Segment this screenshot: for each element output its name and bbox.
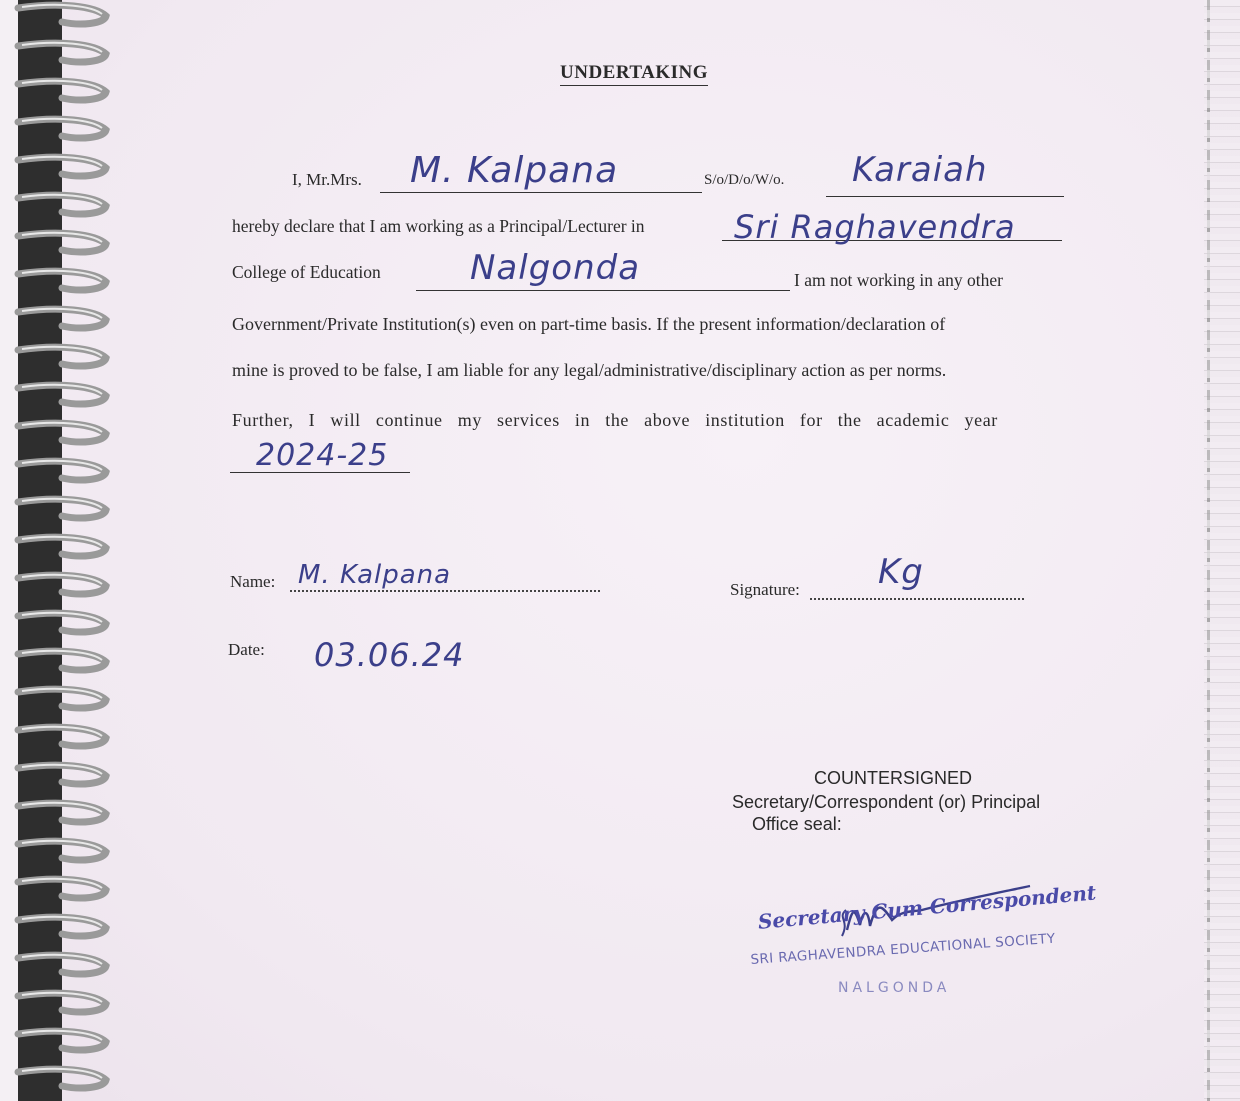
stamp-city: NALGONDA — [838, 980, 951, 996]
declaration-line-5 — [232, 360, 1066, 381]
handwritten-institution: Sri Raghavendra — [734, 208, 1016, 246]
line-4-text-wrap — [232, 314, 1066, 335]
page-edge-shadow — [1207, 0, 1210, 1101]
declaration-line-4 — [232, 314, 1066, 335]
line-5-text-wrap — [232, 360, 1066, 381]
signature-label: Signature: — [730, 580, 800, 599]
spiral-binding — [0, 0, 120, 1101]
countersign-role: Secretary/Correspondent (or) Principal — [732, 792, 1041, 812]
line-4-text: Government/Private Institution(s) even on part-time basis. If the present information/declaration of — [232, 314, 946, 334]
binding-band — [18, 0, 62, 1101]
handwritten-relation-name: Karaiah — [852, 150, 988, 190]
name-dotted-line — [290, 590, 600, 592]
line-5-text: mine is proved to be false, I am liable for any legal/administrative/disciplinary action as per norms. — [232, 360, 947, 380]
date-label: Date: — [228, 640, 265, 659]
signature-dotted-line — [810, 598, 1024, 600]
declaration-line-6 — [232, 410, 1066, 431]
handwritten-name-field: M. Kalpana — [298, 560, 452, 590]
handwritten-place: Nalgonda — [470, 248, 641, 288]
countersigned-heading: COUNTERSIGNED — [814, 768, 973, 788]
name-blank — [380, 192, 702, 193]
relation-label: S/o/D/o/W/o. — [704, 172, 785, 188]
name-label: Name: — [230, 572, 276, 591]
line-6-text: Further, I will continue my services in the above institution for the academic year — [232, 410, 998, 430]
stamp-title: Secretary Cum Correspondent — [757, 880, 1097, 934]
handwritten-date: 03.06.24 — [314, 636, 465, 674]
stamp-organization: SRI RAGHAVENDRA EDUCATIONAL SOCIETY — [750, 930, 1057, 968]
document-title: UNDERTAKING — [560, 62, 708, 86]
not-working-text: I am not working in any other — [794, 270, 1003, 290]
handwritten-name: M. Kalpana — [410, 150, 619, 191]
handwritten-academic-year: 2024-25 — [256, 438, 389, 473]
salutation-label: I, Mr.Mrs. — [292, 170, 362, 189]
office-stamp — [742, 880, 1097, 1010]
relation-blank — [826, 196, 1064, 197]
declaration-text: hereby declare that I am working as a Principal/Lecturer in — [232, 216, 645, 236]
place-blank — [416, 290, 790, 291]
handwritten-signature: Kg — [878, 552, 924, 592]
college-label: College of Education — [232, 262, 381, 282]
office-seal-label: Office seal: — [752, 814, 842, 834]
